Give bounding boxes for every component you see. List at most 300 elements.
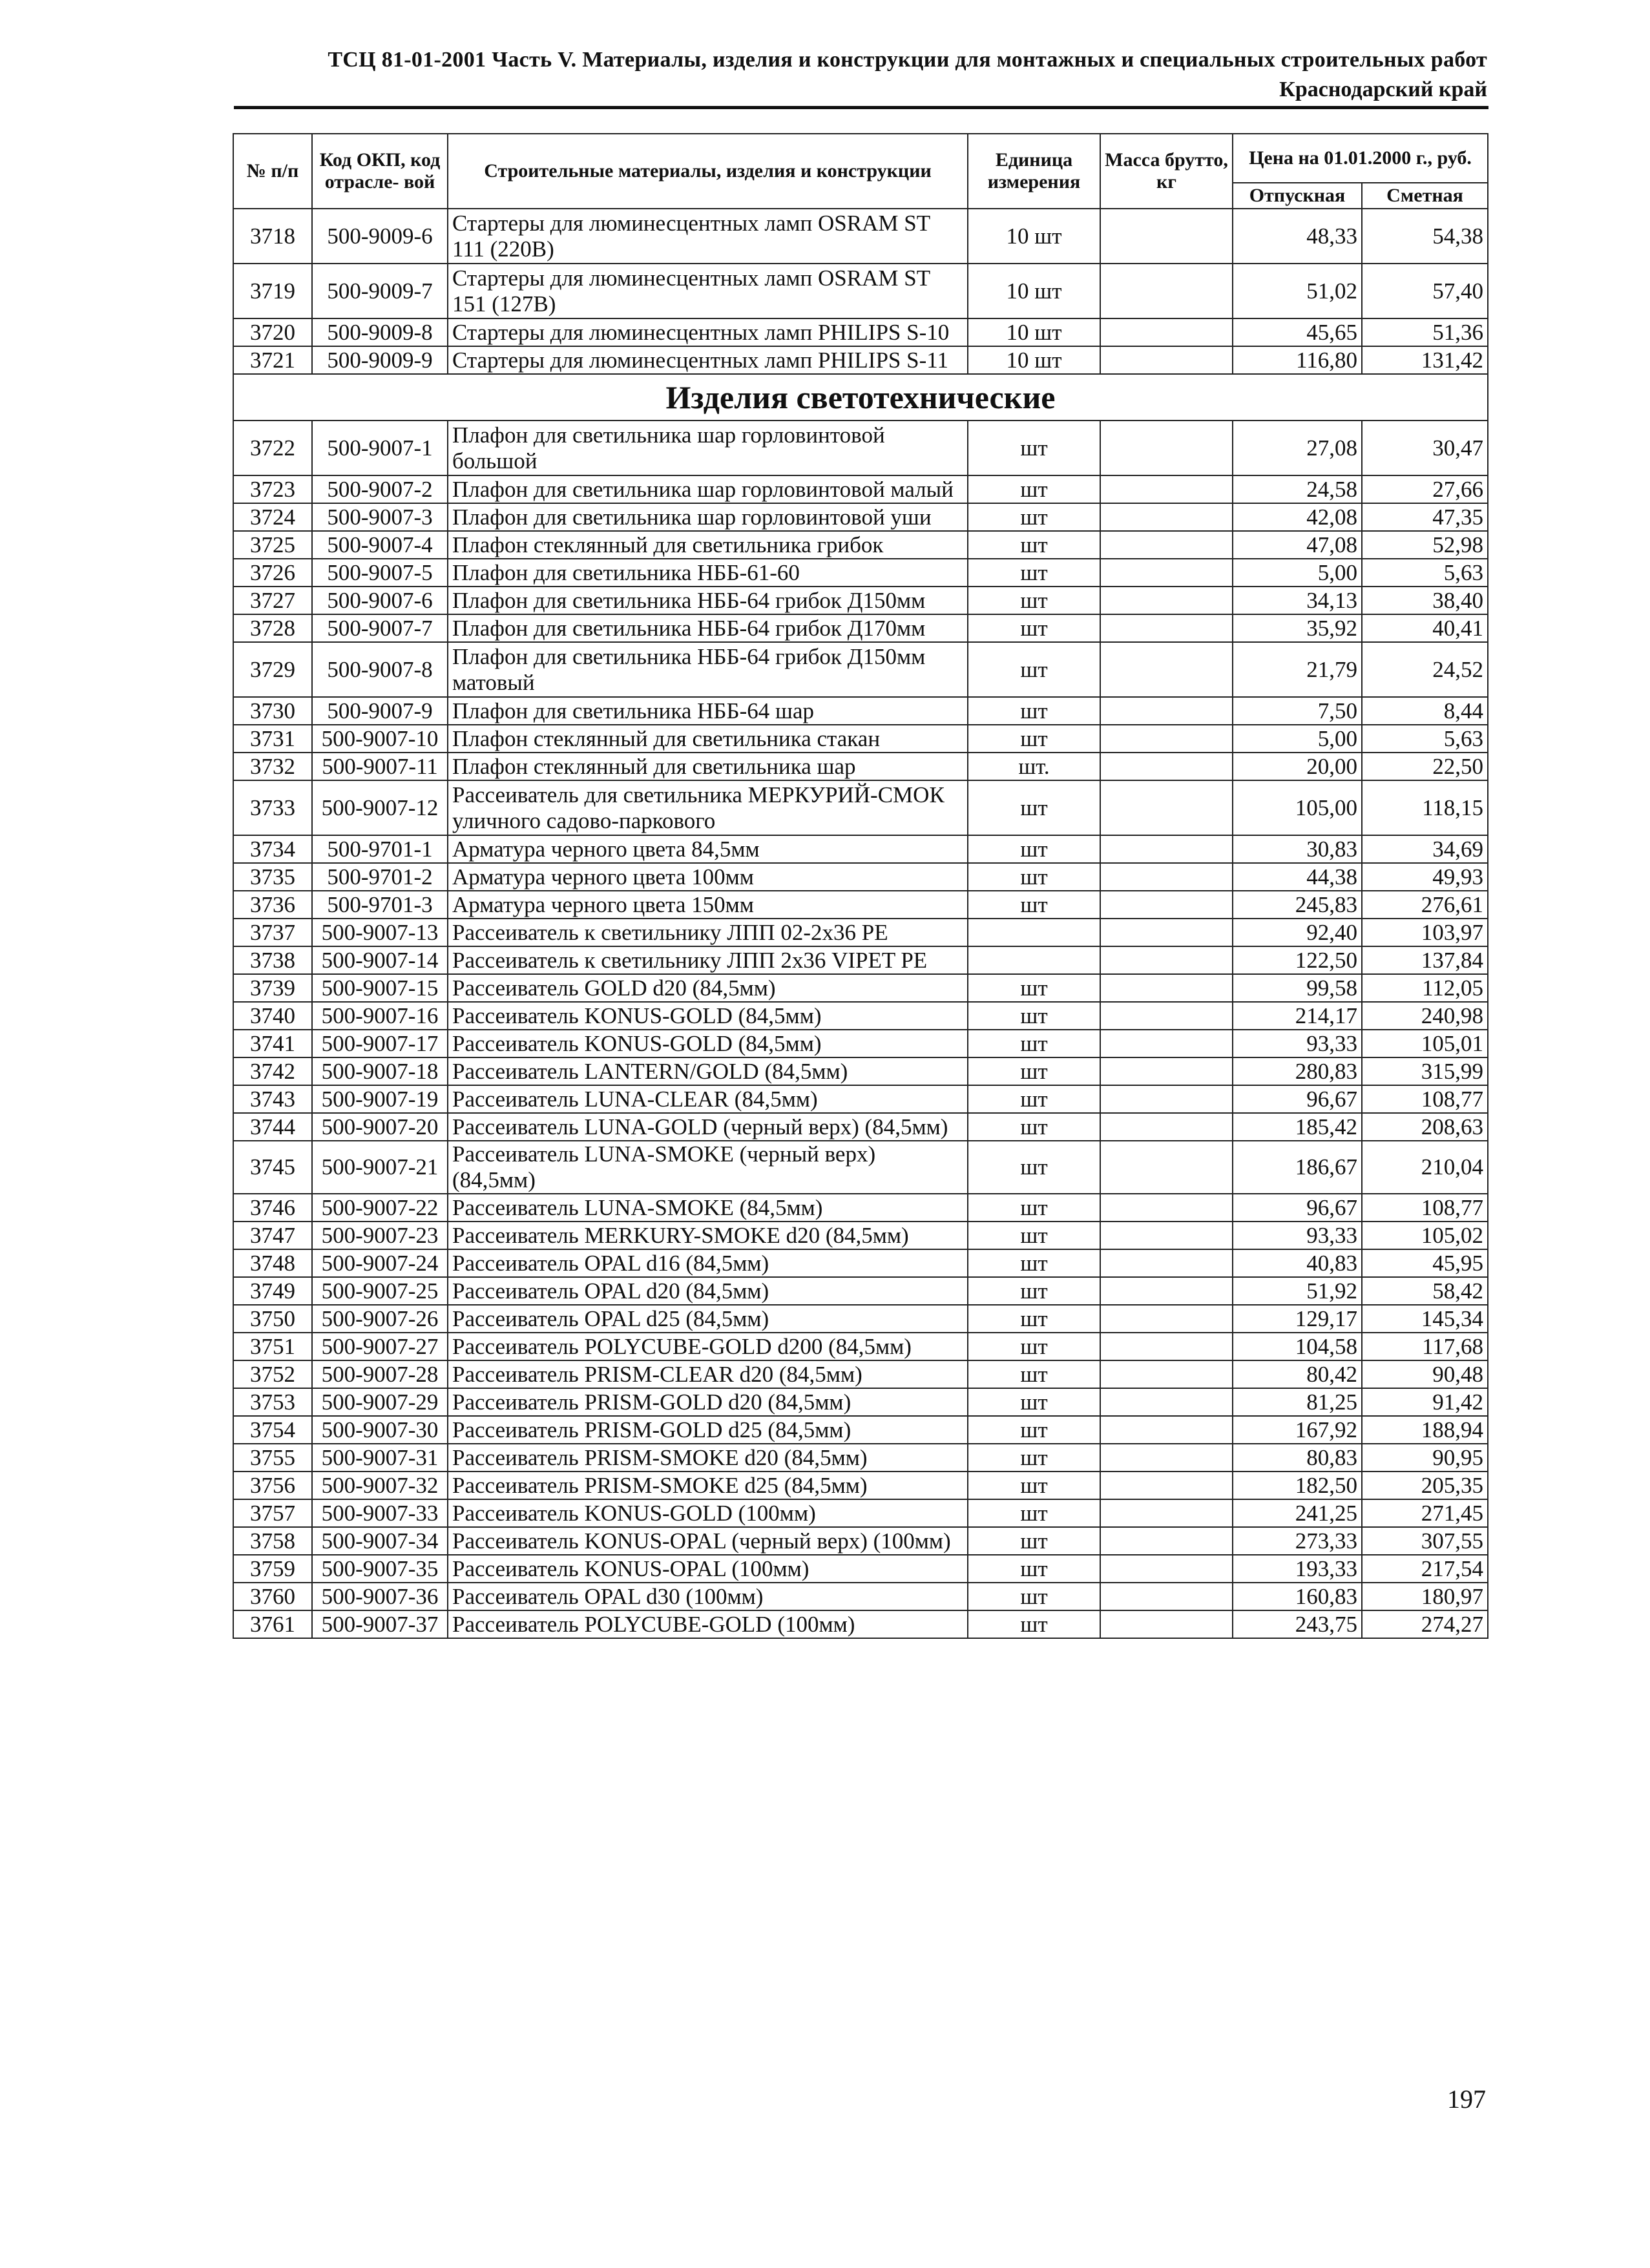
- row-estimate-price: 315,99: [1362, 1057, 1488, 1085]
- row-name: Рассеиватель LUNA-SMOKE (черный верх) (84,5мм): [448, 1141, 968, 1194]
- row-estimate-price: 57,40: [1362, 264, 1488, 318]
- row-name: Плафон стеклянный для светильника грибок: [448, 531, 968, 559]
- row-release-price: 122,50: [1233, 946, 1362, 974]
- row-release-price: 273,33: [1233, 1527, 1362, 1555]
- row-estimate-price: 118,15: [1362, 780, 1488, 835]
- row-release-price: 80,83: [1233, 1444, 1362, 1472]
- row-name: Плафон для светильника шар горловинтовой большой: [448, 421, 968, 475]
- row-release-price: 30,83: [1233, 835, 1362, 863]
- row-number: 3732: [233, 753, 312, 780]
- col-code-header: Код ОКП, код отрасле- вой: [312, 134, 448, 209]
- row-mass: [1100, 1277, 1233, 1305]
- row-release-price: 40,83: [1233, 1249, 1362, 1277]
- row-mass: [1100, 1416, 1233, 1444]
- row-number: 3741: [233, 1030, 312, 1057]
- row-estimate-price: 188,94: [1362, 1416, 1488, 1444]
- row-code: 500-9007-3: [312, 503, 448, 531]
- row-number: 3745: [233, 1141, 312, 1194]
- row-number: 3720: [233, 318, 312, 346]
- row-unit: шт: [968, 475, 1100, 503]
- col-estimate-header: Сметная: [1362, 183, 1488, 209]
- row-number: 3759: [233, 1555, 312, 1583]
- col-unit-header: Единица измерения: [968, 134, 1100, 209]
- row-name: Рассеиватель PRISM-CLEAR d20 (84,5мм): [448, 1360, 968, 1388]
- row-estimate-price: 271,45: [1362, 1499, 1488, 1527]
- row-code: 500-9007-14: [312, 946, 448, 974]
- row-unit: шт: [968, 531, 1100, 559]
- row-release-price: 280,83: [1233, 1057, 1362, 1085]
- row-number: 3728: [233, 614, 312, 642]
- row-number: 3746: [233, 1194, 312, 1222]
- row-unit: шт: [968, 1527, 1100, 1555]
- row-code: 500-9007-13: [312, 919, 448, 946]
- row-name: Рассеиватель OPAL d20 (84,5мм): [448, 1277, 968, 1305]
- row-release-price: 116,80: [1233, 346, 1362, 374]
- row-estimate-price: 205,35: [1362, 1472, 1488, 1499]
- row-name: Рассеиватель PRISM-SMOKE d25 (84,5мм): [448, 1472, 968, 1499]
- row-name: Рассеиватель MERKURY-SMOKE d20 (84,5мм): [448, 1222, 968, 1249]
- row-mass: [1100, 725, 1233, 753]
- row-number: 3753: [233, 1388, 312, 1416]
- row-release-price: 96,67: [1233, 1085, 1362, 1113]
- row-release-price: 44,38: [1233, 863, 1362, 891]
- table-row: [233, 946, 1488, 974]
- row-release-price: 129,17: [1233, 1305, 1362, 1333]
- row-unit: шт: [968, 1610, 1100, 1638]
- row-name: Стартеры для люминесцентных ламп PHILIPS S-11: [448, 346, 968, 374]
- row-code: 500-9007-19: [312, 1085, 448, 1113]
- row-number: 3721: [233, 346, 312, 374]
- row-release-price: 99,58: [1233, 974, 1362, 1002]
- row-name: Плафон для светильника НББ-64 грибок Д150мм: [448, 587, 968, 614]
- row-number: 3750: [233, 1305, 312, 1333]
- row-estimate-price: 108,77: [1362, 1085, 1488, 1113]
- table-row: [233, 1113, 1488, 1141]
- row-unit: [968, 946, 1100, 974]
- row-code: 500-9007-22: [312, 1194, 448, 1222]
- row-name: Плафон для светильника НББ-61-60: [448, 559, 968, 587]
- row-number: 3726: [233, 559, 312, 587]
- row-release-price: 47,08: [1233, 531, 1362, 559]
- row-mass: [1100, 1030, 1233, 1057]
- row-estimate-price: 240,98: [1362, 1002, 1488, 1030]
- row-number: 3737: [233, 919, 312, 946]
- row-code: 500-9007-34: [312, 1527, 448, 1555]
- row-code: 500-9009-7: [312, 264, 448, 318]
- row-code: 500-9007-37: [312, 1610, 448, 1638]
- row-code: 500-9007-30: [312, 1416, 448, 1444]
- row-code: 500-9007-36: [312, 1583, 448, 1610]
- table-row: [233, 642, 1488, 697]
- row-unit: шт: [968, 1472, 1100, 1499]
- row-code: 500-9007-15: [312, 974, 448, 1002]
- row-release-price: 5,00: [1233, 559, 1362, 587]
- header-rule: [234, 106, 1488, 109]
- row-name: Рассеиватель OPAL d16 (84,5мм): [448, 1249, 968, 1277]
- row-code: 500-9701-2: [312, 863, 448, 891]
- row-unit: шт: [968, 780, 1100, 835]
- row-unit: шт: [968, 835, 1100, 863]
- row-release-price: 24,58: [1233, 475, 1362, 503]
- row-estimate-price: 49,93: [1362, 863, 1488, 891]
- table-row: [233, 1277, 1488, 1305]
- row-unit: 10 шт: [968, 318, 1100, 346]
- col-price-header: Цена на 01.01.2000 г., руб.: [1233, 134, 1488, 183]
- row-name: Стартеры для люминесцентных ламп OSRAM ST 151 (127В): [448, 264, 968, 318]
- row-code: 500-9007-1: [312, 421, 448, 475]
- row-unit: шт: [968, 642, 1100, 697]
- row-estimate-price: 5,63: [1362, 559, 1488, 587]
- table-row: [233, 1002, 1488, 1030]
- row-name: Рассеиватель POLYCUBE-GOLD (100мм): [448, 1610, 968, 1638]
- row-estimate-price: 54,38: [1362, 209, 1488, 264]
- row-name: Плафон для светильника шар горловинтовой малый: [448, 475, 968, 503]
- row-number: 3739: [233, 974, 312, 1002]
- row-name: Рассеиватель OPAL d25 (84,5мм): [448, 1305, 968, 1333]
- row-estimate-price: 217,54: [1362, 1555, 1488, 1583]
- region-label: Краснодарский край: [1279, 78, 1487, 101]
- row-mass: [1100, 891, 1233, 919]
- row-name: Арматура черного цвета 150мм: [448, 891, 968, 919]
- row-name: Стартеры для люминесцентных ламп PHILIPS S-10: [448, 318, 968, 346]
- table-row: [233, 531, 1488, 559]
- row-code: 500-9007-23: [312, 1222, 448, 1249]
- row-mass: [1100, 946, 1233, 974]
- row-unit: шт: [968, 1249, 1100, 1277]
- row-code: 500-9007-25: [312, 1277, 448, 1305]
- table-row: [233, 1141, 1488, 1194]
- table-row: [233, 421, 1488, 475]
- row-number: 3740: [233, 1002, 312, 1030]
- row-unit: шт: [968, 1222, 1100, 1249]
- row-unit: шт: [968, 614, 1100, 642]
- row-estimate-price: 105,01: [1362, 1030, 1488, 1057]
- row-unit: 10 шт: [968, 346, 1100, 374]
- row-name: Рассеиватель PRISM-GOLD d20 (84,5мм): [448, 1388, 968, 1416]
- row-number: 3730: [233, 697, 312, 725]
- row-mass: [1100, 1472, 1233, 1499]
- table-row: [233, 891, 1488, 919]
- row-mass: [1100, 1057, 1233, 1085]
- row-code: 500-9007-5: [312, 559, 448, 587]
- row-unit: шт: [968, 1583, 1100, 1610]
- row-code: 500-9007-33: [312, 1499, 448, 1527]
- row-name: Плафон стеклянный для светильника шар: [448, 753, 968, 780]
- row-code: 500-9007-26: [312, 1305, 448, 1333]
- row-unit: шт: [968, 503, 1100, 531]
- row-unit: шт.: [968, 753, 1100, 780]
- row-mass: [1100, 1583, 1233, 1610]
- col-release-header: Отпускная: [1233, 183, 1362, 209]
- row-mass: [1100, 1141, 1233, 1194]
- row-code: 500-9007-27: [312, 1333, 448, 1360]
- row-mass: [1100, 503, 1233, 531]
- row-release-price: 93,33: [1233, 1222, 1362, 1249]
- row-code: 500-9007-35: [312, 1555, 448, 1583]
- table-row: [233, 1030, 1488, 1057]
- row-number: 3747: [233, 1222, 312, 1249]
- row-estimate-price: 103,97: [1362, 919, 1488, 946]
- row-code: 500-9007-10: [312, 725, 448, 753]
- row-number: 3733: [233, 780, 312, 835]
- section-row: [233, 374, 1488, 421]
- row-name: Рассеиватель KONUS-OPAL (черный верх) (100мм): [448, 1527, 968, 1555]
- row-estimate-price: 108,77: [1362, 1194, 1488, 1222]
- table-row: [233, 863, 1488, 891]
- row-unit: шт: [968, 1305, 1100, 1333]
- row-estimate-price: 91,42: [1362, 1388, 1488, 1416]
- row-release-price: 35,92: [1233, 614, 1362, 642]
- table-row: [233, 1555, 1488, 1583]
- row-release-price: 245,83: [1233, 891, 1362, 919]
- table-row: [233, 1194, 1488, 1222]
- row-mass: [1100, 919, 1233, 946]
- table-row: [233, 725, 1488, 753]
- row-mass: [1100, 1360, 1233, 1388]
- row-number: 3729: [233, 642, 312, 697]
- row-estimate-price: 8,44: [1362, 697, 1488, 725]
- row-estimate-price: 105,02: [1362, 1222, 1488, 1249]
- row-name: Рассеиватель PRISM-SMOKE d20 (84,5мм): [448, 1444, 968, 1472]
- row-release-price: 182,50: [1233, 1472, 1362, 1499]
- table-row: [233, 209, 1488, 264]
- row-number: 3755: [233, 1444, 312, 1472]
- row-unit: шт: [968, 559, 1100, 587]
- row-unit: шт: [968, 1360, 1100, 1388]
- row-code: 500-9007-28: [312, 1360, 448, 1388]
- row-code: 500-9007-12: [312, 780, 448, 835]
- row-unit: шт: [968, 1388, 1100, 1416]
- row-estimate-price: 51,36: [1362, 318, 1488, 346]
- row-unit: шт: [968, 1030, 1100, 1057]
- table-row: [233, 1583, 1488, 1610]
- row-number: 3749: [233, 1277, 312, 1305]
- row-name: Рассеиватель POLYCUBE-GOLD d200 (84,5мм): [448, 1333, 968, 1360]
- row-estimate-price: 208,63: [1362, 1113, 1488, 1141]
- table-row: [233, 697, 1488, 725]
- row-release-price: 20,00: [1233, 753, 1362, 780]
- row-number: 3748: [233, 1249, 312, 1277]
- row-release-price: 48,33: [1233, 209, 1362, 264]
- row-release-price: 93,33: [1233, 1030, 1362, 1057]
- row-number: 3757: [233, 1499, 312, 1527]
- row-release-price: 45,65: [1233, 318, 1362, 346]
- row-mass: [1100, 1333, 1233, 1360]
- row-name: Рассеиватель LANTERN/GOLD (84,5мм): [448, 1057, 968, 1085]
- table-body: [233, 209, 1488, 1638]
- row-estimate-price: 5,63: [1362, 725, 1488, 753]
- row-estimate-price: 52,98: [1362, 531, 1488, 559]
- row-number: 3727: [233, 587, 312, 614]
- row-estimate-price: 30,47: [1362, 421, 1488, 475]
- row-name: Арматура черного цвета 100мм: [448, 863, 968, 891]
- row-name: Рассеиватель KONUS-OPAL (100мм): [448, 1555, 968, 1583]
- row-mass: [1100, 264, 1233, 318]
- row-name: Рассеиватель KONUS-GOLD (84,5мм): [448, 1002, 968, 1030]
- row-estimate-price: 180,97: [1362, 1583, 1488, 1610]
- row-code: 500-9007-31: [312, 1444, 448, 1472]
- row-code: 500-9007-9: [312, 697, 448, 725]
- row-unit: 10 шт: [968, 264, 1100, 318]
- row-mass: [1100, 1305, 1233, 1333]
- row-estimate-price: 112,05: [1362, 974, 1488, 1002]
- row-estimate-price: 34,69: [1362, 835, 1488, 863]
- row-name: Арматура черного цвета 84,5мм: [448, 835, 968, 863]
- row-code: 500-9007-16: [312, 1002, 448, 1030]
- row-unit: шт: [968, 1333, 1100, 1360]
- row-number: 3725: [233, 531, 312, 559]
- row-estimate-price: 117,68: [1362, 1333, 1488, 1360]
- table-row: [233, 1305, 1488, 1333]
- section-title: Изделия светотехнические: [233, 374, 1488, 421]
- row-release-price: 185,42: [1233, 1113, 1362, 1141]
- row-estimate-price: 27,66: [1362, 475, 1488, 503]
- row-code: 500-9701-1: [312, 835, 448, 863]
- row-estimate-price: 90,95: [1362, 1444, 1488, 1472]
- table-row: [233, 1085, 1488, 1113]
- table-row: [233, 1360, 1488, 1388]
- row-name: Рассеиватель к светильнику ЛПП 2х36 VIPET PE: [448, 946, 968, 974]
- table-row: [233, 559, 1488, 587]
- row-mass: [1100, 1194, 1233, 1222]
- row-mass: [1100, 1113, 1233, 1141]
- row-mass: [1100, 559, 1233, 587]
- row-code: 500-9007-2: [312, 475, 448, 503]
- table-row: [233, 503, 1488, 531]
- row-mass: [1100, 531, 1233, 559]
- row-unit: шт: [968, 1085, 1100, 1113]
- row-release-price: 92,40: [1233, 919, 1362, 946]
- row-code: 500-9007-7: [312, 614, 448, 642]
- row-mass: [1100, 318, 1233, 346]
- table-row: [233, 974, 1488, 1002]
- row-name: Рассеиватель KONUS-GOLD (100мм): [448, 1499, 968, 1527]
- row-release-price: 243,75: [1233, 1610, 1362, 1638]
- row-name: Плафон для светильника НББ-64 грибок Д170мм: [448, 614, 968, 642]
- row-code: 500-9009-8: [312, 318, 448, 346]
- table-row: [233, 475, 1488, 503]
- col-num-header: № п/п: [233, 134, 312, 209]
- row-number: 3758: [233, 1527, 312, 1555]
- row-number: 3722: [233, 421, 312, 475]
- row-unit: шт: [968, 1277, 1100, 1305]
- row-estimate-price: 274,27: [1362, 1610, 1488, 1638]
- row-code: 500-9007-32: [312, 1472, 448, 1499]
- row-number: 3752: [233, 1360, 312, 1388]
- row-name: Рассеиватель LUNA-CLEAR (84,5мм): [448, 1085, 968, 1113]
- row-number: 3754: [233, 1416, 312, 1444]
- row-mass: [1100, 642, 1233, 697]
- row-estimate-price: 137,84: [1362, 946, 1488, 974]
- row-name: Плафон для светильника НББ-64 грибок Д150мм матовый: [448, 642, 968, 697]
- row-release-price: 214,17: [1233, 1002, 1362, 1030]
- row-number: 3734: [233, 835, 312, 863]
- row-mass: [1100, 835, 1233, 863]
- col-mass-header: Масса брутто, кг: [1100, 134, 1233, 209]
- row-release-price: 51,02: [1233, 264, 1362, 318]
- row-unit: шт: [968, 725, 1100, 753]
- row-release-price: 51,92: [1233, 1277, 1362, 1305]
- row-release-price: 186,67: [1233, 1141, 1362, 1194]
- table-row: [233, 1388, 1488, 1416]
- row-unit: шт: [968, 1499, 1100, 1527]
- row-mass: [1100, 346, 1233, 374]
- row-number: 3743: [233, 1085, 312, 1113]
- row-estimate-price: 58,42: [1362, 1277, 1488, 1305]
- row-number: 3751: [233, 1333, 312, 1360]
- row-estimate-price: 47,35: [1362, 503, 1488, 531]
- row-mass: [1100, 1555, 1233, 1583]
- row-name: Рассеиватель LUNA-GOLD (черный верх) (84,5мм): [448, 1113, 968, 1141]
- row-estimate-price: 276,61: [1362, 891, 1488, 919]
- row-name: Рассеиватель к светильнику ЛПП 02-2х36 РЕ: [448, 919, 968, 946]
- row-number: 3718: [233, 209, 312, 264]
- table-row: [233, 1057, 1488, 1085]
- row-code: 500-9007-11: [312, 753, 448, 780]
- row-estimate-price: 38,40: [1362, 587, 1488, 614]
- row-name: Плафон стеклянный для светильника стакан: [448, 725, 968, 753]
- row-mass: [1100, 697, 1233, 725]
- row-number: 3742: [233, 1057, 312, 1085]
- table-row: [233, 1333, 1488, 1360]
- row-unit: шт: [968, 1416, 1100, 1444]
- row-mass: [1100, 863, 1233, 891]
- row-unit: шт: [968, 974, 1100, 1002]
- row-number: 3735: [233, 863, 312, 891]
- row-number: 3744: [233, 1113, 312, 1141]
- row-unit: шт: [968, 587, 1100, 614]
- row-mass: [1100, 475, 1233, 503]
- table-row: [233, 1222, 1488, 1249]
- row-release-price: 96,67: [1233, 1194, 1362, 1222]
- row-unit: шт: [968, 1194, 1100, 1222]
- row-release-price: 105,00: [1233, 780, 1362, 835]
- table-row: [233, 753, 1488, 780]
- table-row: [233, 318, 1488, 346]
- row-mass: [1100, 421, 1233, 475]
- row-estimate-price: 131,42: [1362, 346, 1488, 374]
- row-mass: [1100, 1610, 1233, 1638]
- row-mass: [1100, 1444, 1233, 1472]
- row-release-price: 104,58: [1233, 1333, 1362, 1360]
- row-release-price: 27,08: [1233, 421, 1362, 475]
- table-row: [233, 1499, 1488, 1527]
- row-code: 500-9007-17: [312, 1030, 448, 1057]
- row-mass: [1100, 1499, 1233, 1527]
- col-name-header: Строительные материалы, изделия и конструкции: [448, 134, 968, 209]
- row-unit: шт: [968, 421, 1100, 475]
- row-unit: шт: [968, 1057, 1100, 1085]
- row-number: 3731: [233, 725, 312, 753]
- row-name: Плафон для светильника шар горловинтовой уши: [448, 503, 968, 531]
- row-name: Рассеиватель GOLD d20 (84,5мм): [448, 974, 968, 1002]
- row-code: 500-9007-21: [312, 1141, 448, 1194]
- row-estimate-price: 45,95: [1362, 1249, 1488, 1277]
- row-release-price: 21,79: [1233, 642, 1362, 697]
- page-number: 197: [1447, 2085, 1486, 2114]
- row-unit: шт: [968, 1555, 1100, 1583]
- table-row: [233, 1527, 1488, 1555]
- row-name: Рассеиватель для светильника МЕРКУРИЙ-СМОК уличного садово-паркового: [448, 780, 968, 835]
- row-estimate-price: 24,52: [1362, 642, 1488, 697]
- row-unit: шт: [968, 697, 1100, 725]
- table-row: [233, 1472, 1488, 1499]
- row-unit: [968, 919, 1100, 946]
- row-release-price: 80,42: [1233, 1360, 1362, 1388]
- row-code: 500-9009-9: [312, 346, 448, 374]
- row-mass: [1100, 1002, 1233, 1030]
- row-mass: [1100, 1222, 1233, 1249]
